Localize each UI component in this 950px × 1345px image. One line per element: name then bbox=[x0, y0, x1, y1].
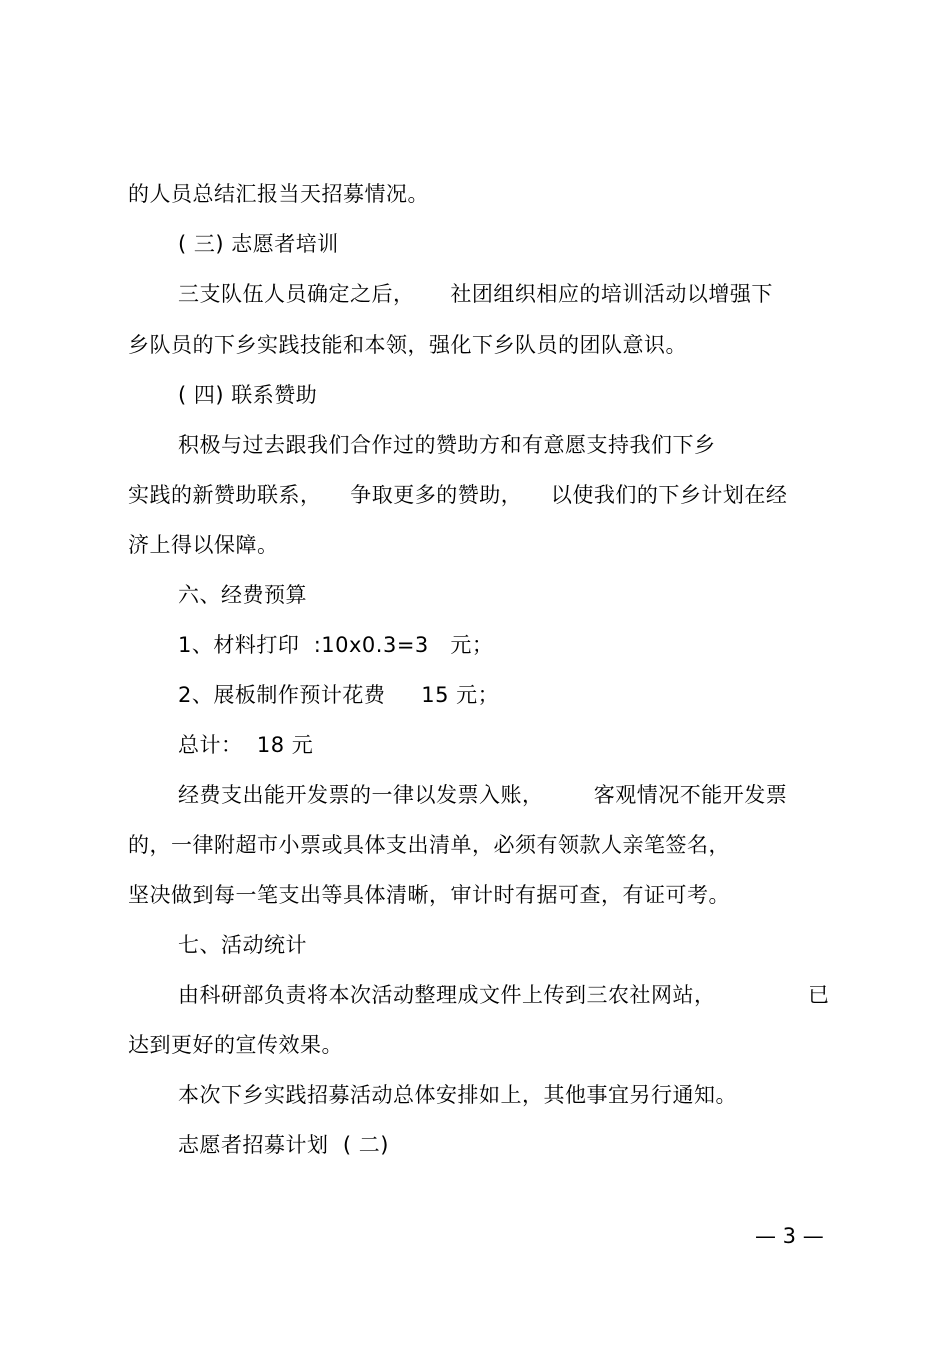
section-heading-sponsorship: ( 四) 联系赞助 bbox=[178, 383, 318, 407]
budget-item-1: 1、材料打印 :10x0.3=3 元； bbox=[178, 633, 494, 657]
section-heading-budget: 六、经费预算 bbox=[178, 583, 307, 607]
text-line-14: 的，一律附超市小票或具体支出清单，必须有领款人亲笔签名， bbox=[128, 833, 730, 857]
text-line-6: 积极与过去跟我们合作过的赞助方和有意愿支持我们下乡 bbox=[178, 433, 716, 457]
text-line-1: 的人员总结汇报当天招募情况。 bbox=[128, 182, 429, 206]
text-line-18: 达到更好的宣传效果。 bbox=[128, 1033, 343, 1057]
text-line-8: 济上得以保障。 bbox=[128, 533, 279, 557]
text-line-17-tail: 已 bbox=[808, 983, 830, 1007]
text-line-13: 经费支出能开发票的一律以发票入账， 客观情况不能开发票 bbox=[178, 783, 788, 807]
section-heading-plan-two: 志愿者招募计划 ( 二) bbox=[178, 1133, 389, 1157]
text-line-3: 三支队伍人员确定之后， 社团组织相应的培训活动以增强下 bbox=[178, 282, 773, 306]
budget-total: 总计： 18 元 bbox=[178, 733, 314, 757]
section-heading-statistics: 七、活动统计 bbox=[178, 933, 307, 957]
budget-item-2: 2、展板制作预计花费 15 元； bbox=[178, 683, 500, 707]
text-line-17: 由科研部负责将本次活动整理成文件上传到三农社网站， bbox=[178, 983, 716, 1007]
text-line-7: 实践的新赞助联系， 争取更多的赞助， 以使我们的下乡计划在经 bbox=[128, 483, 788, 507]
text-line-4: 乡队员的下乡实践技能和本领，强化下乡队员的团队意识。 bbox=[128, 333, 687, 357]
text-line-19: 本次下乡实践招募活动总体安排如上，其他事宜另行通知。 bbox=[178, 1083, 737, 1107]
section-heading-volunteer-training: ( 三) 志愿者培训 bbox=[178, 232, 339, 256]
page-number: — 3 — bbox=[755, 1224, 824, 1248]
text-line-15: 坚决做到每一笔支出等具体清晰，审计时有据可查，有证可考。 bbox=[128, 883, 730, 907]
